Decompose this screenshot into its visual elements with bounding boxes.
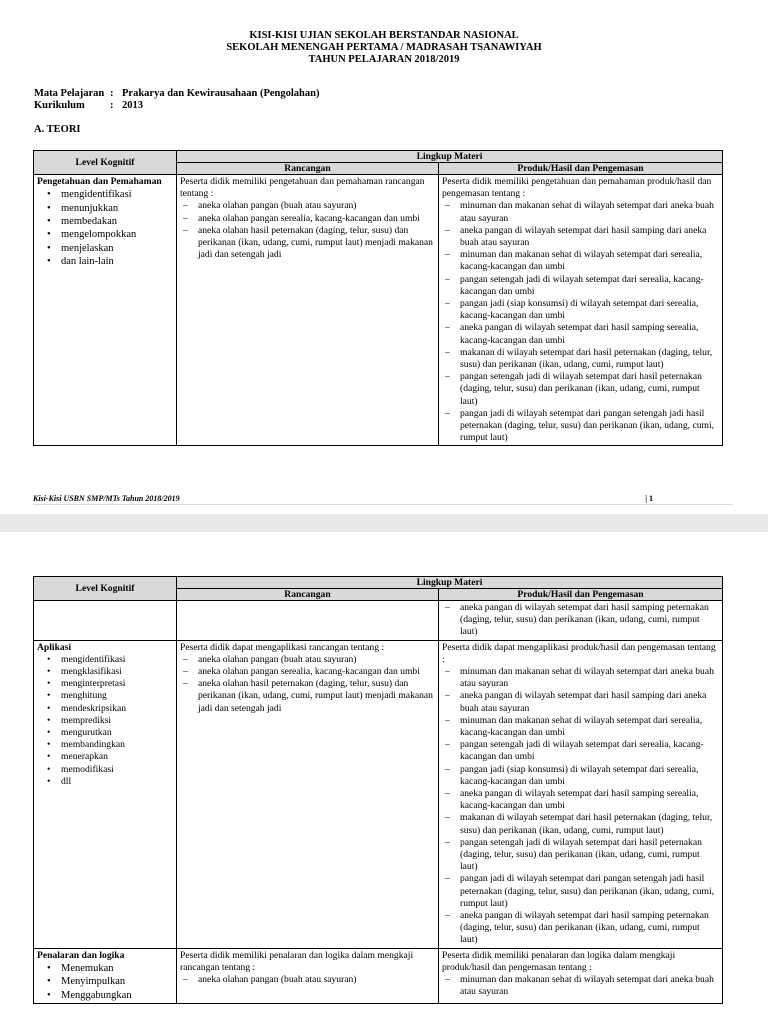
verb-item: • mengidentifikasi [47,188,173,201]
table-row-knowledge [34,175,723,446]
subject-value: Prakarya dan Kewirausahaan (Pengolahan) [122,88,320,99]
product-item: – aneka pangan di wilayah setempat dari hasil samping peternakan (daging, telur, susu) dan perikanan (ikan, udang, cumi, rumput laut) [445,910,719,947]
product-item: – minuman dan makanan sehat di wilayah setempat dari serealia, kacang-kacangan dan umbi [445,715,719,739]
product-item: – minuman dan makanan sehat di wilayah setempat dari aneka buah atau sayuran [445,200,719,224]
verb-item: • menghitung [47,690,173,702]
level-title: Aplikasi [37,641,72,653]
product-cell [439,601,723,641]
curriculum-value: 2013 [122,100,143,111]
design-cell [177,175,439,446]
verb-item: • memprediksi [47,715,173,727]
product-intro: Peserta didik dapat mengaplikasi produk/hasil dan pengemasan tentang : [442,641,716,665]
verb-item: • mengurutkan [47,727,173,739]
verb-item: • mengelompokkan [47,228,173,241]
verb-item: • membandingkan [47,739,173,751]
header-scope: Lingkup Materi [177,151,723,163]
product-list [442,974,719,998]
design-cell [177,601,439,641]
verb-item: • menunjukkan [47,202,173,215]
verb-item: • Menyimpulkan [47,975,173,988]
kisi-table-page-2 [33,576,723,1004]
product-cell [439,948,723,1003]
header-scope: Lingkup Materi [177,577,723,589]
footer-text: Kisi-Kisi USBN SMP/MTs Tahun 2018/2019 [33,494,180,503]
product-item: – pangan jadi (siap konsumsi) di wilayah setempat dari serealia, kacang-kacangan dan umbi [445,764,719,788]
verb-item: • mengklasifikasi [47,666,173,678]
product-item: – minuman dan makanan sehat di wilayah setempat dari aneka buah atau sayuran [445,666,719,690]
level-title: Penalaran dan logika [37,949,125,961]
page-footer [33,494,723,503]
verb-item: • menerapkan [47,751,173,763]
product-item: – makanan di wilayah setempat dari hasil peternakan (daging, telur, susu) dan perikanan (ikan, udang, cumi, rumput laut) [445,812,719,836]
subject-label: Mata Pelajaran [34,88,105,99]
level-cell [34,640,177,948]
product-item: – minuman dan makanan sehat di wilayah setempat dari aneka buah atau sayuran [445,974,719,998]
product-item: – aneka pangan di wilayah setempat dari hasil samping serealia, kacang-kacangan dan umbi [445,788,719,812]
footer-divider [33,504,733,505]
design-item: – aneka olahan pangan (buah atau sayuran) [183,200,435,212]
subject-colon: : [110,88,114,99]
product-item: – aneka pangan di wilayah setempat dari hasil samping dari aneka buah atau sayuran [445,690,719,714]
design-item: – aneka olahan pangan serealia, kacang-kacangan dan umbi [183,213,435,225]
product-item: – aneka pangan di wilayah setempat dari hasil samping serealia, kacang-kacangan dan umbi [445,322,719,346]
design-list [180,974,435,986]
document-meta [34,88,319,112]
product-item: – minuman dan makanan sehat di wilayah setempat dari serealia, kacang-kacangan dan umbi [445,249,719,273]
header-line-2: SEKOLAH MENENGAH PERTAMA / MADRASAH TSANAWIYAH [226,42,542,53]
product-list [442,666,719,947]
verb-item: • membedakan [47,215,173,228]
product-item: – aneka pangan di wilayah setempat dari hasil samping dari aneka buah atau sayuran [445,225,719,249]
product-item: – pangan jadi di wilayah setempat dari pangan setengah jadi hasil peternakan (daging, telur, susu) dan perikanan (ikan, udang, cumi, rumput laut) [445,408,719,445]
verb-list [37,188,173,268]
design-list [180,200,435,261]
design-item: – aneka olahan hasil peternakan (daging, telur, susu) dan perikanan (ikan, udang, cumi, rumput laut) menjadi makanan jadi dan setengah jadi [183,678,435,715]
header-level: Level Kognitif [34,577,177,601]
header-design: Rancangan [177,589,439,601]
header-product: Produk/Hasil dan Pengemasan [439,589,723,601]
product-cell [439,175,723,446]
product-list [442,602,719,639]
product-cell [439,640,723,948]
verb-item: • mengidentifikasi [47,654,173,666]
product-item: – pangan setengah jadi di wilayah setempat dari hasil peternakan (daging, telur, susu) dan perikanan (ikan, udang, cumi, rumput laut) [445,371,719,408]
curriculum-colon: : [110,100,114,111]
design-item: – aneka olahan pangan (buah atau sayuran) [183,974,435,986]
verb-item: • dan lain-lain [47,255,173,268]
verb-list [37,654,173,788]
level-title: Pengetahuan dan Pemahaman [37,176,162,187]
curriculum-label: Kurikulum [34,100,85,111]
product-item: – pangan setengah jadi di wilayah setempat dari serealia, kacang-kacangan dan umbi [445,274,719,298]
header-line-3: TAHUN PELAJARAN 2018/2019 [308,54,460,65]
table-row-application [34,640,723,948]
design-intro: Peserta didik memiliki pengetahuan dan pemahaman rancangan tentang : [180,176,425,200]
design-list [180,654,435,715]
verb-item: • memodifikasi [47,764,173,776]
design-cell [177,640,439,948]
product-item: – aneka pangan di wilayah setempat dari hasil samping peternakan (daging, telur, susu) dan perikanan (ikan, udang, cumi, rumput laut) [445,602,719,639]
page-2 [0,532,768,1024]
verb-item: • dll [47,776,173,788]
design-intro: Peserta didik memiliki penalaran dan logika dalam mengkaji rancangan tentang : [180,949,414,973]
section-title: A. TEORI [34,124,81,135]
product-item: – pangan setengah jadi di wilayah setempat dari serealia, kacang-kacangan dan umbi [445,739,719,763]
verb-item: • Menggabungkan [47,989,173,1002]
header-product: Produk/Hasil dan Pengemasan [439,163,723,175]
design-item: – aneka olahan pangan serealia, kacang-kacangan dan umbi [183,666,435,678]
verb-item: • mendeskripsikan [47,703,173,715]
design-item: – aneka olahan hasil peternakan (daging, telur, susu) dan perikanan (ikan, udang, cumi, rumput laut) menjadi makanan jadi dan setengah jadi [183,225,435,262]
table-row-continued [34,601,723,641]
product-item: – pangan setengah jadi di wilayah setempat dari hasil peternakan (daging, telur, susu) dan perikanan (ikan, udang, cumi, rumput laut) [445,837,719,874]
design-item: – aneka olahan pangan (buah atau sayuran) [183,654,435,666]
product-item: – pangan jadi (siap konsumsi) di wilayah setempat dari serealia, kacang-kacangan dan umbi [445,298,719,322]
verb-item: • Menemukan [47,962,173,975]
design-intro: Peserta didik dapat mengaplikasi rancangan tentang : [180,641,385,653]
product-intro: Peserta didik memiliki pengetahuan dan pemahaman produk/hasil dan pengemasan tentang : [442,176,712,200]
document-header [0,30,768,66]
page-number: | 1 [645,494,653,503]
product-item: – makanan di wilayah setempat dari hasil peternakan (daging, telur, susu) dan perikanan (ikan, udang, cumi, rumput laut) [445,347,719,371]
verb-item: • menginterpretasi [47,678,173,690]
header-level: Level Kognitif [34,151,177,175]
header-line-1: KISI-KISI UJIAN SEKOLAH BERSTANDAR NASIONAL [249,30,519,41]
product-list [442,200,719,444]
kisi-table-page-1 [33,150,723,446]
product-intro: Peserta didik memiliki penalaran dan logika dalam mengkaji produk/hasil dan pengemasan tentang : [442,949,676,973]
header-design: Rancangan [177,163,439,175]
level-cell [34,601,177,641]
table-row-reasoning [34,948,723,1003]
verb-list [37,962,173,1002]
design-cell [177,948,439,1003]
level-cell [34,948,177,1003]
verb-item: • menjelaskan [47,242,173,255]
level-cell [34,175,177,446]
product-item: – pangan jadi di wilayah setempat dari pangan setengah jadi hasil peternakan (daging, telur, susu) dan perikanan (ikan, udang, cumi, rumput laut) [445,873,719,910]
